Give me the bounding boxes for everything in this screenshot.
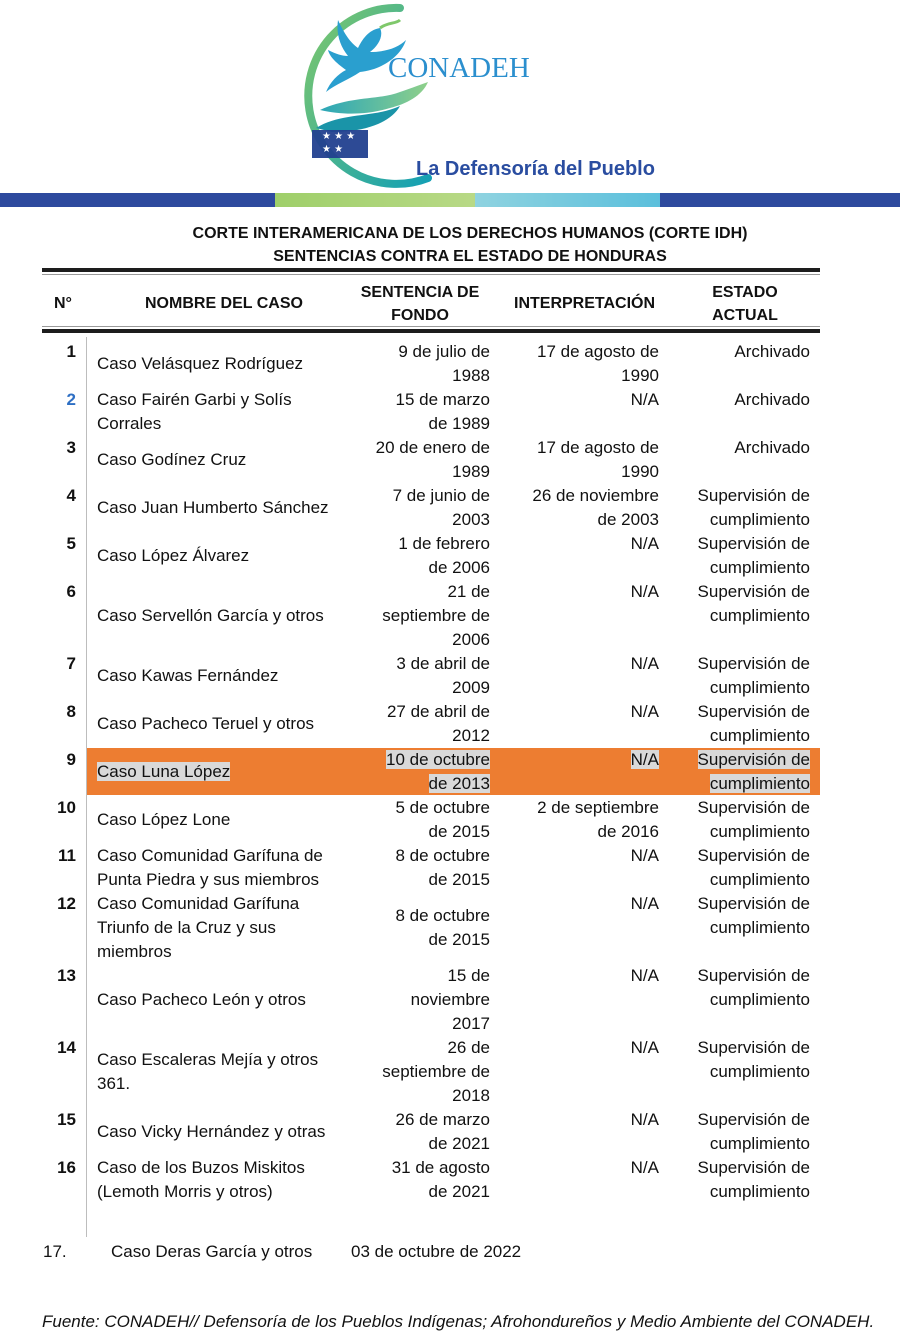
table-row	[42, 340, 820, 387]
cell-estado	[677, 1156, 810, 1204]
document-title	[40, 222, 900, 268]
brand-color-bar	[0, 193, 900, 207]
cell-fondo	[347, 436, 490, 484]
name-text: Caso Fairén Garbi y Solís	[97, 390, 292, 409]
cell-interp	[507, 796, 659, 844]
fondo-text: de 1989	[428, 414, 490, 433]
name-text: Caso Juan Humberto Sánchez	[97, 498, 329, 517]
fondo-text: 8 de octubre	[395, 906, 490, 925]
fondo-text: de 2006	[428, 558, 490, 577]
name-text: miembros	[97, 942, 172, 961]
cell-name	[97, 352, 347, 376]
interp-text: N/A	[630, 750, 659, 769]
fondo-text: 15 de	[447, 966, 490, 985]
table-row	[42, 484, 820, 531]
hands-icon	[320, 82, 428, 114]
estado-text: Supervisión de	[697, 582, 810, 601]
cell-interp	[507, 892, 659, 916]
cell-name	[97, 712, 347, 736]
fondo-text: 31 de agosto	[391, 1158, 490, 1177]
cell-interp	[507, 700, 659, 724]
fondo-text: 2012	[452, 726, 490, 745]
name-text: Caso Velásquez Rodríguez	[97, 354, 304, 373]
cell-interp	[507, 1108, 659, 1132]
conadeh-logo	[250, 0, 690, 192]
cell-num	[42, 1108, 76, 1132]
num-text: 12	[57, 894, 76, 913]
table-row	[42, 1036, 820, 1107]
interp-text: N/A	[630, 1158, 659, 1177]
fondo-text: de 2021	[428, 1182, 490, 1201]
cell-interp	[507, 1036, 659, 1060]
name-text: Triunfo de la Cruz y sus	[97, 918, 276, 937]
cell-interp	[507, 1156, 659, 1180]
num-text: 4	[66, 486, 76, 505]
cell-estado	[677, 484, 810, 532]
num-text: 6	[66, 582, 76, 601]
estado-text: Supervisión de	[697, 654, 810, 673]
cell-interp	[507, 844, 659, 868]
cell-fondo	[347, 580, 490, 652]
name-text: (Lemoth Morris y otros)	[97, 1182, 273, 1201]
title-line-2: SENTENCIAS CONTRA EL ESTADO DE HONDURAS	[273, 248, 667, 265]
estado-text: Supervisión de	[697, 1038, 810, 1057]
cell-fondo	[347, 964, 490, 1036]
estado-text: Archivado	[734, 438, 810, 457]
cell-fondo	[347, 1156, 490, 1204]
cell-estado	[677, 700, 810, 748]
name-text: Caso Servellón García y otros	[97, 606, 324, 625]
estado-text: cumplimiento	[709, 774, 810, 793]
cell-num	[42, 1156, 76, 1180]
estado-text: Supervisión de	[697, 702, 810, 721]
name-text: Caso Kawas Fernández	[97, 666, 279, 685]
fondo-text: de 2013	[428, 774, 490, 793]
cell-num	[42, 652, 76, 676]
fondo-text: 1 de febrero	[398, 534, 490, 553]
cell-num	[42, 484, 76, 508]
fondo-text: 5 de octubre	[395, 798, 490, 817]
estado-text: Supervisión de	[697, 750, 810, 769]
col-header-name: NOMBRE DEL CASO	[145, 295, 303, 312]
cell-estado	[677, 748, 810, 796]
cell-name	[97, 664, 347, 688]
fondo-text: 21 de	[447, 582, 490, 601]
interp-text: N/A	[630, 846, 659, 865]
col-header-interpretacion: INTERPRETACIÓN	[514, 295, 656, 312]
name-text: Caso Godínez Cruz	[97, 450, 247, 469]
interp-text: N/A	[630, 390, 659, 409]
cell-name	[97, 496, 347, 520]
estado-text: Supervisión de	[697, 534, 810, 553]
interp-text: N/A	[630, 894, 659, 913]
name-text: Caso Comunidad Garífuna de	[97, 846, 323, 865]
cell-estado	[677, 892, 810, 940]
cell-num	[42, 340, 76, 364]
cell-name	[97, 988, 347, 1012]
name-text: Caso Pacheco Teruel y otros	[97, 714, 315, 733]
cell-num	[42, 700, 76, 724]
fondo-text: septiembre de	[382, 1062, 490, 1081]
table-row	[42, 580, 820, 651]
cell-interp	[507, 580, 659, 604]
name-text: Punta Piedra y sus miembros	[97, 870, 320, 889]
num-text: 1	[66, 342, 76, 361]
fondo-text: 27 de abril de	[386, 702, 490, 721]
estado-text: Supervisión de	[697, 966, 810, 985]
num-text: 7	[66, 654, 76, 673]
cell-fondo	[347, 796, 490, 844]
name-text: Caso de los Buzos Miskitos	[97, 1158, 305, 1177]
interp-text: N/A	[630, 582, 659, 601]
fondo-text: 2009	[452, 678, 490, 697]
col-header-estado: ESTADO ACTUAL	[712, 284, 778, 324]
cell-estado	[677, 964, 810, 1012]
cell-num	[42, 580, 76, 604]
estado-text: Supervisión de	[697, 1110, 810, 1129]
fondo-text: 26 de marzo	[395, 1110, 490, 1129]
estado-text: Supervisión de	[697, 1158, 810, 1177]
cell-interp	[507, 436, 659, 484]
estado-text: cumplimiento	[709, 1134, 810, 1153]
fondo-text: 2018	[452, 1086, 490, 1105]
estado-text: cumplimiento	[709, 990, 810, 1009]
table-row	[42, 388, 820, 435]
name-text: 361.	[97, 1074, 131, 1093]
fondo-text: de 2015	[428, 870, 490, 889]
cell-interp	[507, 748, 659, 772]
header-top-rule-thin	[42, 274, 820, 275]
table-row	[42, 964, 820, 1035]
fondo-text: 8 de octubre	[395, 846, 490, 865]
estado-text: cumplimiento	[709, 870, 810, 889]
name-text: Caso Pacheco León y otros	[97, 990, 306, 1009]
fondo-text: de 2015	[428, 930, 490, 949]
fondo-text: 26 de	[447, 1038, 490, 1057]
interp-text: N/A	[630, 534, 659, 553]
cell-interp	[507, 388, 659, 412]
fondo-text: 1988	[452, 366, 490, 385]
fondo-text: 1989	[452, 462, 490, 481]
interp-text: 17 de agosto de	[537, 438, 659, 457]
name-text: Caso Comunidad Garífuna	[97, 894, 300, 913]
cell-interp	[507, 532, 659, 556]
cell-num	[42, 388, 76, 412]
estado-text: Supervisión de	[697, 486, 810, 505]
cell-fondo	[347, 652, 490, 700]
fondo-text: 9 de julio de	[398, 342, 490, 361]
table-row	[42, 1108, 820, 1155]
cell-estado	[677, 1108, 810, 1156]
cell-name	[97, 892, 347, 964]
fondo-text: 2006	[452, 630, 490, 649]
num-text: 8	[66, 702, 76, 721]
table-row	[42, 436, 820, 483]
num-text: 9	[66, 750, 76, 769]
cell-num	[42, 844, 76, 868]
table-row	[42, 796, 820, 843]
interp-text: de 2016	[597, 822, 659, 841]
cell-name	[97, 808, 347, 832]
interp-text: 1990	[621, 366, 659, 385]
num-text: 15	[57, 1110, 76, 1129]
cell-fondo	[347, 1108, 490, 1156]
name-text: Caso López Álvarez	[97, 546, 250, 565]
cell-interp	[507, 652, 659, 676]
header-top-rule	[42, 268, 820, 272]
estado-text: cumplimiento	[709, 1182, 810, 1201]
interp-text: N/A	[630, 1038, 659, 1057]
cell-name	[97, 1048, 347, 1096]
title-line-1: CORTE INTERAMERICANA DE LOS DERECHOS HUMANOS (CORTE IDH)	[192, 225, 748, 242]
fondo-text: 7 de junio de	[392, 486, 490, 505]
fondo-text: noviembre	[410, 990, 490, 1009]
cell-num	[42, 964, 76, 988]
fondo-text: 20 de enero de	[375, 438, 490, 457]
cell-name	[97, 1120, 347, 1144]
interp-text: 26 de noviembre	[532, 486, 659, 505]
interp-text: N/A	[630, 702, 659, 721]
fondo-text: 10 de octubre	[386, 750, 490, 769]
table-row	[42, 844, 820, 891]
cell-name	[97, 844, 347, 892]
cell-name	[97, 388, 347, 436]
header-bottom-rule	[42, 329, 820, 333]
table-row	[42, 1156, 820, 1203]
logo-tagline: La Defensoría del Pueblo	[416, 158, 655, 180]
num-text: 13	[57, 966, 76, 985]
source-footnote: Fuente: CONADEH// Defensoría de los Pueblos Indígenas; Afrohondureños y Medio Ambiente del CONADEH.	[42, 1312, 875, 1331]
cell-name	[97, 448, 347, 472]
estado-text: cumplimiento	[709, 822, 810, 841]
cell-fondo	[347, 844, 490, 892]
fondo-text: 3 de abril de	[396, 654, 490, 673]
num-text: 11	[58, 846, 76, 865]
estado-text: cumplimiento	[709, 606, 810, 625]
fondo-text: de 2015	[428, 822, 490, 841]
cell-num	[42, 748, 76, 772]
name-text: Caso Luna López	[97, 762, 231, 781]
cell-interp	[507, 340, 659, 388]
header-bottom-rule-thin	[42, 326, 820, 327]
col-header-fondo: SENTENCIA DE FONDO	[360, 284, 480, 324]
name-text: Corrales	[97, 414, 162, 433]
extra-row-fondo: 03 de octubre de 2022	[351, 1242, 522, 1261]
cell-fondo	[347, 340, 490, 388]
cell-estado	[677, 532, 810, 580]
cell-name	[97, 604, 347, 628]
cell-num	[42, 532, 76, 556]
interp-text: de 2003	[597, 510, 659, 529]
fondo-text: 2003	[452, 510, 490, 529]
cell-estado	[677, 1036, 810, 1084]
cell-num	[42, 796, 76, 820]
cell-name	[97, 544, 347, 568]
estado-text: Archivado	[734, 342, 810, 361]
fondo-text: 15 de marzo	[395, 390, 490, 409]
num-text: 5	[66, 534, 76, 553]
table-row	[42, 892, 820, 963]
estado-text: cumplimiento	[709, 678, 810, 697]
name-text: Caso Vicky Hernández y otras	[97, 1122, 326, 1141]
cell-num	[42, 436, 76, 460]
cell-estado	[677, 436, 810, 460]
cell-fondo	[347, 388, 490, 436]
estado-text: Supervisión de	[697, 894, 810, 913]
num-text: 10	[57, 798, 76, 817]
num-text: 2	[66, 390, 76, 409]
estado-text: cumplimiento	[709, 558, 810, 577]
cell-interp	[507, 484, 659, 532]
cell-fondo	[347, 1036, 490, 1108]
interp-text: 17 de agosto de	[537, 342, 659, 361]
table-row	[42, 532, 820, 579]
estado-text: Archivado	[734, 390, 810, 409]
cell-estado	[677, 580, 810, 628]
cell-name	[97, 1156, 347, 1204]
logo-wordmark: CONADEH	[388, 52, 530, 84]
cell-fondo	[347, 700, 490, 748]
cell-interp	[507, 964, 659, 988]
interp-text: 1990	[621, 462, 659, 481]
extra-row-name: Caso Deras García y otros	[111, 1242, 313, 1261]
name-text: Caso López Lone	[97, 810, 231, 829]
estado-text: cumplimiento	[709, 1062, 810, 1081]
interp-text: N/A	[630, 654, 659, 673]
name-text: Caso Escaleras Mejía y otros	[97, 1050, 319, 1069]
table-row	[42, 700, 820, 747]
cell-fondo	[347, 748, 490, 796]
estado-text: Supervisión de	[697, 846, 810, 865]
cell-estado	[677, 796, 810, 844]
table-row	[42, 652, 820, 699]
cell-estado	[677, 652, 810, 700]
estado-text: cumplimiento	[709, 918, 810, 937]
svg-text:★ ★ ★: ★ ★ ★	[322, 131, 356, 142]
cell-fondo	[347, 484, 490, 532]
cell-estado	[677, 340, 810, 364]
col-header-num: N°	[54, 295, 72, 312]
cell-fondo	[347, 904, 490, 952]
extra-row-num: 17.	[43, 1242, 67, 1261]
fondo-text: septiembre de	[382, 606, 490, 625]
cell-estado	[677, 844, 810, 892]
fondo-text: de 2021	[428, 1134, 490, 1153]
num-text: 16	[57, 1158, 76, 1177]
estado-text: cumplimiento	[709, 510, 810, 529]
estado-text: cumplimiento	[709, 726, 810, 745]
cell-estado	[677, 388, 810, 412]
fondo-text: 2017	[452, 1014, 490, 1033]
cell-fondo	[347, 532, 490, 580]
interp-text: 2 de septiembre	[537, 798, 659, 817]
estado-text: Supervisión de	[697, 798, 810, 817]
table-row	[42, 748, 820, 795]
cell-num	[42, 892, 76, 916]
num-text: 14	[57, 1038, 76, 1057]
svg-text:★ ★: ★ ★	[322, 144, 344, 155]
cell-num	[42, 1036, 76, 1060]
interp-text: N/A	[630, 1110, 659, 1129]
interp-text: N/A	[630, 966, 659, 985]
num-text: 3	[66, 438, 76, 457]
cell-name	[97, 760, 347, 784]
